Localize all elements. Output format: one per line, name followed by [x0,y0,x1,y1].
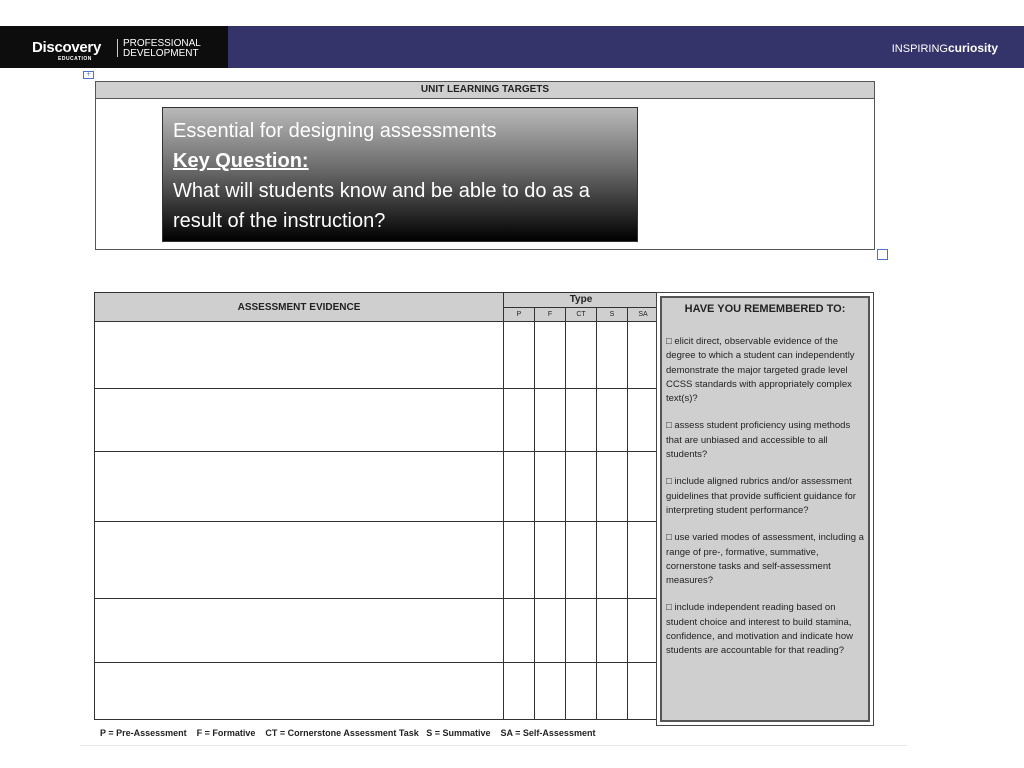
type-cell[interactable] [566,452,597,522]
type-cell[interactable] [597,452,628,522]
evidence-cell[interactable] [95,322,504,389]
remember-checklist [660,296,870,722]
assessment-evidence-table [94,292,659,720]
type-cell[interactable] [628,522,659,599]
evidence-row [95,522,659,599]
type-cell[interactable] [504,452,535,522]
table-resize-handle[interactable] [877,249,888,260]
type-cell[interactable] [628,663,659,720]
logo-sub-text: EDUCATION [58,56,92,62]
type-cell[interactable] [566,663,597,720]
evidence-cell[interactable] [95,663,504,720]
type-col-p: P [504,307,535,322]
type-cell[interactable] [628,599,659,663]
remember-title: HAVE YOU REMEMBERED TO: [684,303,846,315]
type-cell[interactable] [535,452,566,522]
type-cell[interactable] [535,599,566,663]
checklist-item: □ elicit direct, observable evidence of the degree to which a student can independently demonstrate the major targeted grade level CCSS standards with appropriately complex text(s)? [666,336,855,405]
logo-brand-text: Discovery [32,39,102,56]
type-cell[interactable] [504,663,535,720]
type-legend: P = Pre-Assessment F = Formative CT = Cornerstone Assessment Task S = Summative SA = Self-Assessment [100,728,596,738]
type-cell[interactable] [628,389,659,452]
evidence-cell[interactable] [95,389,504,452]
tagline-light: INSPIRING [891,43,948,55]
logo-division-line2: DEVELOPMENT [123,48,199,59]
type-cell[interactable] [566,599,597,663]
callout-question: What will students know and be able to do as a result of the instruction? [173,180,590,232]
table-move-handle[interactable]: + [83,71,94,79]
type-cell[interactable] [535,663,566,720]
callout-line1: Essential for designing assessments [173,120,497,142]
checklist-item: □ include aligned rubrics and/or assessment guidelines that provide sufficient guidance for interpreting student performance? [666,476,856,516]
type-cell[interactable] [535,322,566,389]
evidence-cell[interactable] [95,599,504,663]
evidence-row [95,389,659,452]
evidence-row [95,452,659,522]
type-cell[interactable] [597,322,628,389]
logo-division-line1: PROFESSIONAL [123,38,201,49]
key-question-callout [162,107,638,242]
type-cell[interactable] [566,522,597,599]
checklist-item: □ include independent reading based on student choice and interest to build stamina, confidence, and motivation and indicate how students are accountable for that reading? [666,602,853,657]
type-col-s: S [597,307,628,322]
type-col-sa: SA [628,307,659,322]
header-bar [0,26,1024,68]
checklist-item: □ assess student proficiency using methods that are unbiased and accessible to all students? [666,420,851,461]
type-col-ct: CT [566,307,597,322]
logo-division [123,39,201,59]
page-divider [80,745,907,746]
type-cell[interactable] [628,452,659,522]
evidence-cell[interactable] [95,452,504,522]
type-cell[interactable] [504,599,535,663]
logo-divider [117,39,118,57]
evidence-cell[interactable] [95,522,504,599]
evidence-row [95,322,659,389]
type-cell[interactable] [535,522,566,599]
type-cell[interactable] [566,322,597,389]
type-cell[interactable] [597,599,628,663]
evidence-row [95,599,659,663]
type-cell[interactable] [566,389,597,452]
remember-checklist-box [656,292,874,726]
type-cell[interactable] [597,522,628,599]
callout-key-label: Key Question: [173,150,309,172]
assessment-evidence-title: ASSESSMENT EVIDENCE [95,293,504,322]
type-cell[interactable] [504,522,535,599]
type-cell[interactable] [504,389,535,452]
unit-learning-targets-title: UNIT LEARNING TARGETS [96,82,874,99]
checklist-item: □ use varied modes of assessment, including a range of pre-, formative, summative, cornerstone tasks and self-assessment measures? [666,532,864,587]
type-cell[interactable] [628,322,659,389]
type-cell[interactable] [597,389,628,452]
type-col-f: F [535,307,566,322]
discovery-logo [0,26,228,68]
type-header: Type [504,293,659,308]
type-cell[interactable] [535,389,566,452]
tagline-bold: curiosity [947,41,998,55]
evidence-row [95,663,659,720]
type-cell[interactable] [504,322,535,389]
tagline [892,41,998,55]
type-cell[interactable] [597,663,628,720]
